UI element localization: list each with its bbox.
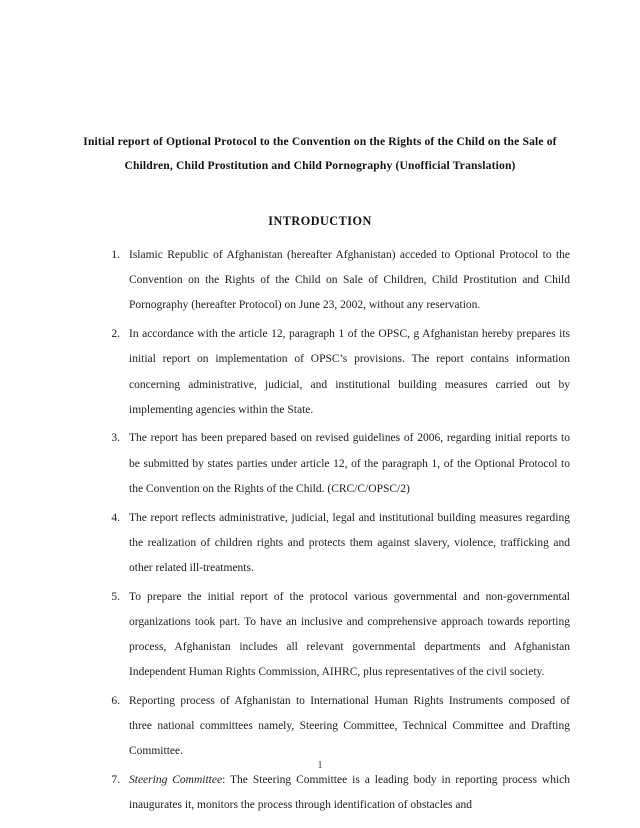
- list-item: [104, 243, 570, 319]
- list-item: [104, 426, 570, 502]
- list-item: [104, 768, 570, 818]
- list-item-marker: 4.: [111, 511, 120, 524]
- list-item-text: [129, 426, 570, 502]
- list-item-body: To prepare the initial report of the protocol various governmental and non-governmental organizations took part. To have an inclusive and comprehensive approach towards reporting process, Afghanistan includes all relevant governmental departments and Afghanistan Independent Human Rights Commission, AIHRC, plus representatives of the civil society.: [129, 590, 570, 679]
- list-item-marker: 7.: [111, 774, 120, 787]
- list-item-body: Islamic Republic of Afghanistan (hereafter Afghanistan) acceded to Optional Protocol to the Convention on the Rights of the Child on Sale of Children, Child Prostitution and Child Pornography (hereafter Protocol) on June 23, 2002, without any reservation.: [129, 249, 570, 312]
- list-item-text: [129, 506, 570, 582]
- list-item-text: [129, 322, 570, 423]
- list-item: [104, 506, 570, 582]
- numbered-paragraph-list: [104, 243, 570, 818]
- list-item-marker: 2.: [111, 328, 120, 341]
- list-item: [104, 322, 570, 423]
- list-item-marker: 1.: [111, 249, 120, 261]
- section-heading-introduction: INTRODUCTION: [268, 214, 372, 228]
- list-item-text: [129, 768, 570, 818]
- list-item-body: The report has been prepared based on revised guidelines of 2006, regarding initial reports to be submitted by states parties under article 12, of the paragraph 1, of the Optional Protocol to the Convention on the Rights of the Child. (CRC/C/OPSC/2): [129, 432, 570, 495]
- list-item-body: : The Steering Committee is a leading body in reporting process which inaugurates it, monitors the process through identification of obstacles and: [129, 774, 571, 812]
- page-number: 1: [317, 760, 323, 771]
- list-item-text: [129, 585, 570, 686]
- list-item-body: The report reflects administrative, judicial, legal and institutional building measures regarding the realization of children rights and protects them against slavery, violence, trafficking and other related ill-treatments.: [129, 511, 570, 574]
- list-item-marker: 6.: [111, 694, 120, 707]
- page-title: Initial report of Optional Protocol to the Convention on the Rights of the Child on the Sale of Children, Child Prostitution and Child Pornography (Unofficial Translation): [83, 135, 557, 172]
- list-item-marker: 3.: [111, 432, 120, 445]
- list-item-body: In accordance with the article 12, paragraph 1 of the OPSC, g Afghanistan hereby prepares its initial report on implementation of OPSC’s provisions. The report contains information concerning administrative, judicial, and institutional building measures carried out by implementing agencies within the State.: [129, 328, 570, 416]
- list-item-text: [129, 243, 570, 319]
- list-item-lead-italic: Steering Committee: [129, 774, 223, 787]
- list-item-marker: 5.: [111, 590, 120, 603]
- list-item-text: [129, 689, 570, 765]
- list-item-body: Reporting process of Afghanistan to International Human Rights Instruments composed of three national committees namely, Steering Committee, Technical Committee and Drafting Committee.: [129, 694, 570, 758]
- list-item: [104, 689, 570, 765]
- list-item: [104, 585, 570, 686]
